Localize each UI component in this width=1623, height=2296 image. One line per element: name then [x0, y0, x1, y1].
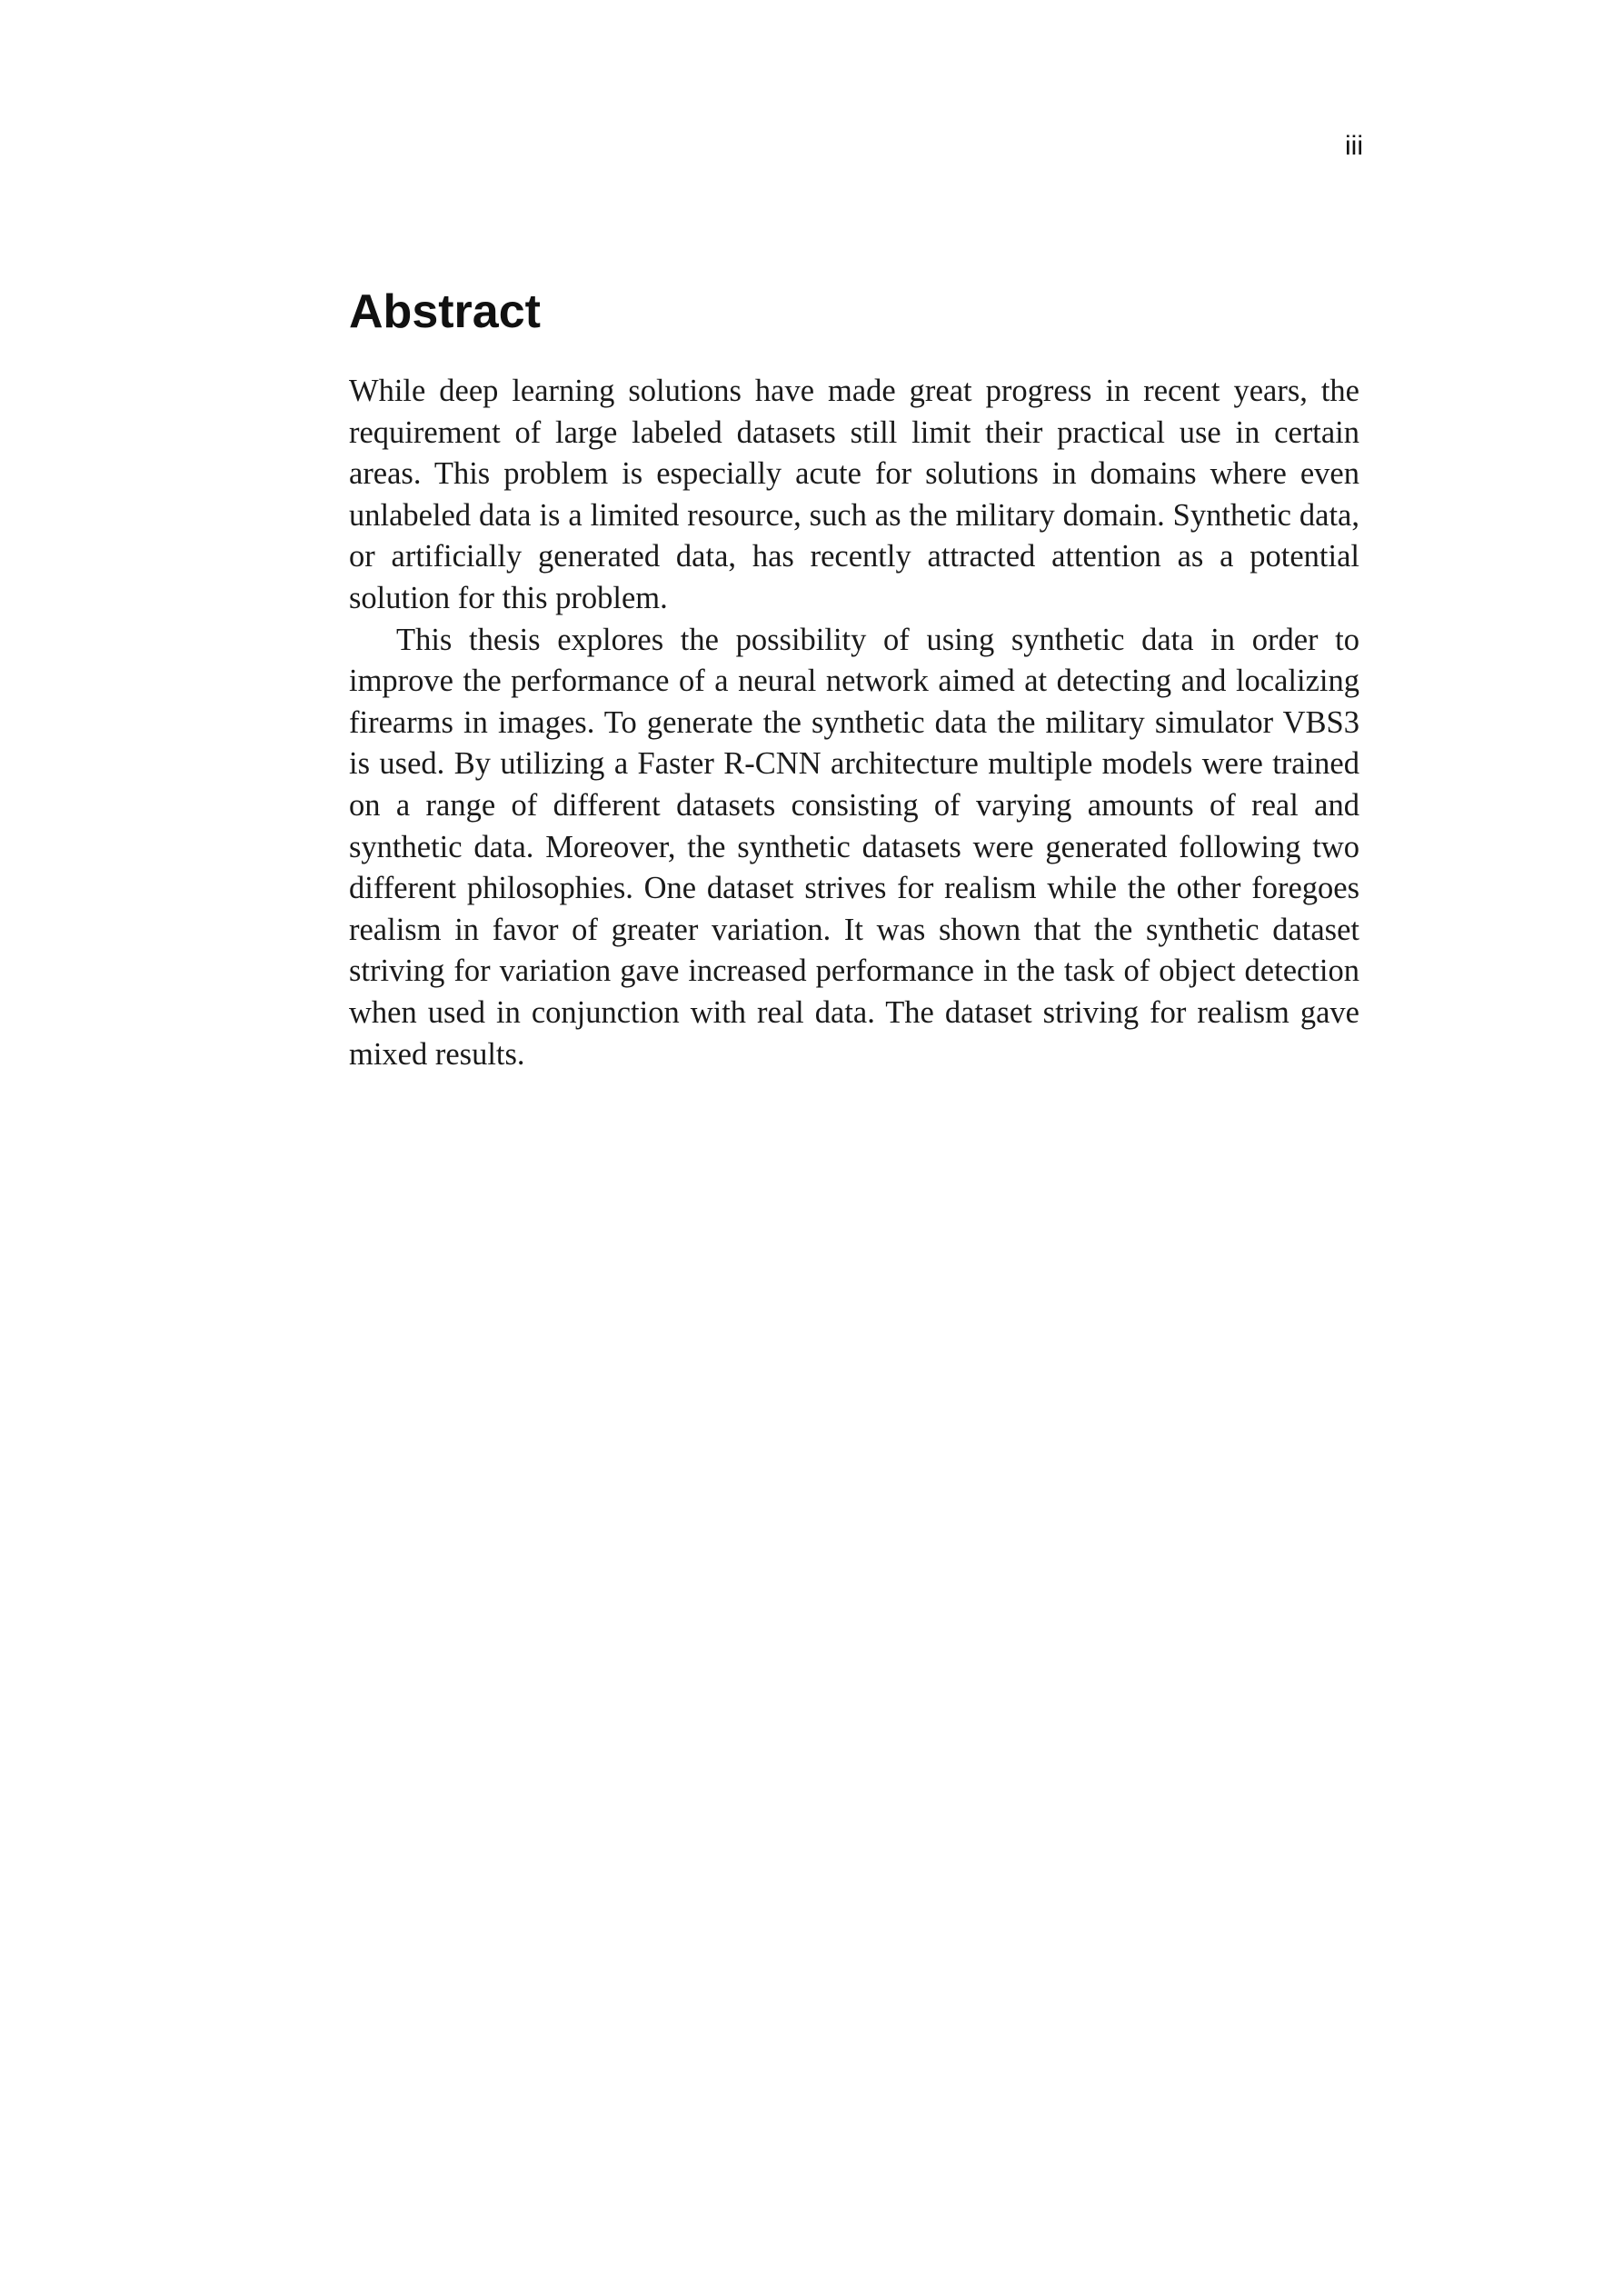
- abstract-heading: Abstract: [349, 285, 541, 338]
- abstract-paragraph-1: While deep learning solutions have made great progress in recent years, the requirement of large labeled datasets still limit their practical use in certain areas. This problem is especially acute for solutions in domains where even unlabeled data is a limited resource, such as the military domain. Synthetic data, or artificially generated data, has recently attracted attention as a potential solution for this problem.: [349, 374, 1359, 615]
- abstract-body: [349, 371, 1359, 1075]
- abstract-paragraph-2: This thesis explores the possibility of using synthetic data in order to improve the performance of a neural network aimed at detecting and localizing firearms in images. To generate the synthetic data the military simulator VBS3 is used. By utilizing a Faster R-CNN architecture multiple models were trained on a range of different datasets consisting of varying amounts of real and synthetic data. Moreover, the synthetic datasets were generated following two different philosophies. One dataset strives for realism while the other foregoes realism in favor of greater variation. It was shown that the synthetic dataset striving for variation gave increased performance in the task of object detection when used in conjunction with real data. The dataset striving for realism gave mixed results.: [349, 622, 1359, 1072]
- page-number: iii: [1345, 131, 1363, 161]
